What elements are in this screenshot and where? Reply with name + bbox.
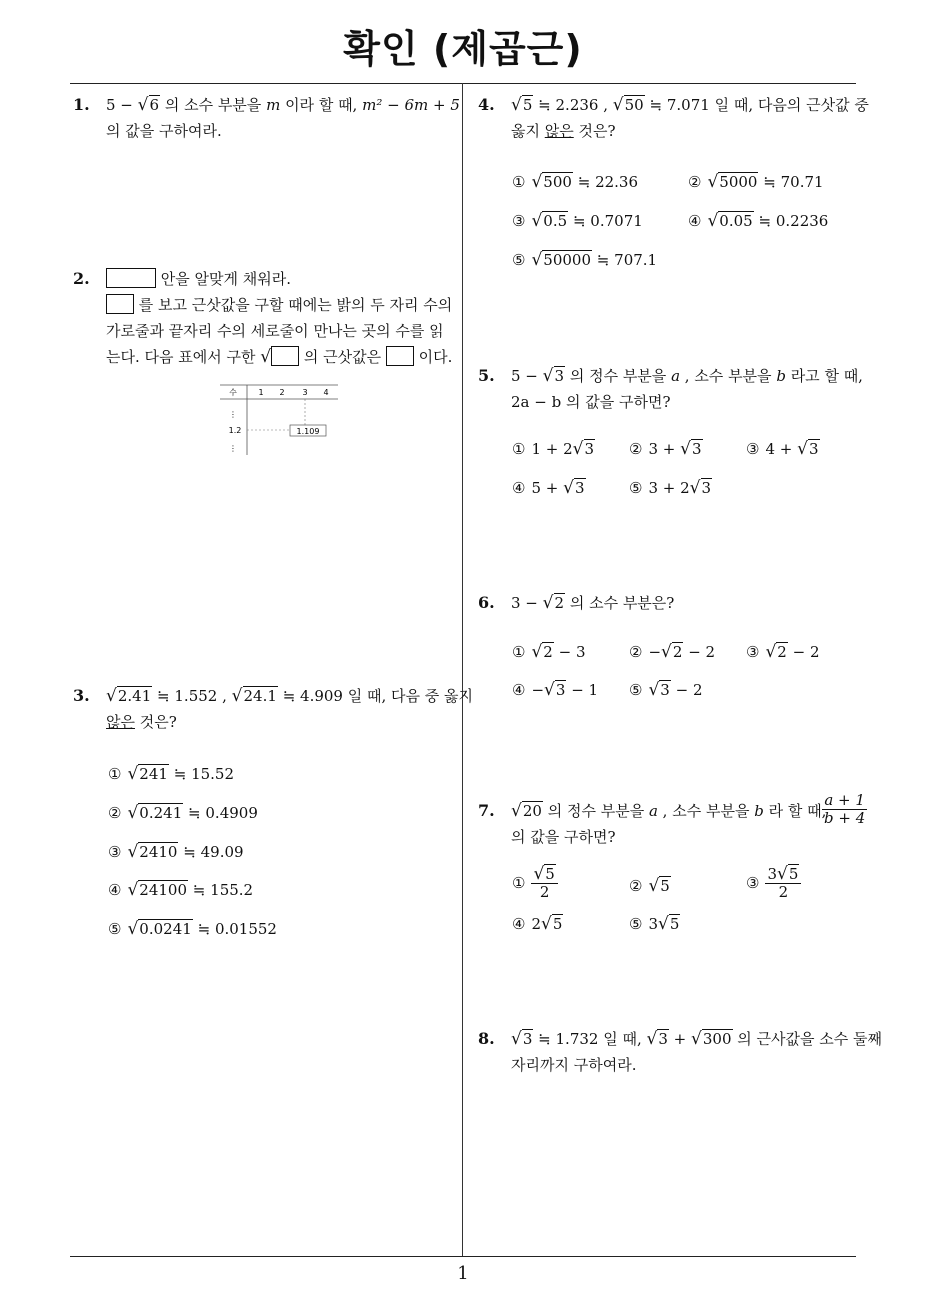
option-1[interactable]: ① √241 ≒ 15.52 <box>108 764 235 784</box>
question-7: 7. √20 의 정수 부분을 a , 소수 부분을 b 라 할 때, $\frac{a + 1}{b + 4}$ 의 값을 구하면? <box>478 791 866 846</box>
question-number: 7. <box>478 801 495 820</box>
option-2[interactable]: ② √0.241 ≒ 0.4909 <box>108 803 258 823</box>
option-5[interactable]: ⑤ 3√5 <box>629 914 680 934</box>
question-3: 3. √2.41 ≒ 1.552 , √24.1 ≒ 4.909 일 때, 다음 중 옳지 않은 것은? <box>73 683 458 735</box>
question-4: 4. √5 ≒ 2.236 , √50 ≒ 7.071 일 때, 다음의 근삿값 중 옳지 않은 것은? <box>478 92 863 144</box>
question-number: 3. <box>73 686 90 705</box>
table-col: 3 <box>302 388 308 397</box>
option-5[interactable]: ⑤ √3 − 2 <box>629 680 703 700</box>
option-3[interactable]: ③ √2 − 2 <box>746 642 820 662</box>
answer-box <box>106 268 156 288</box>
question-8: 8. √3 ≒ 1.732 일 때, √3 + √300 의 근사값을 소수 둘째 자리까지 구하여라. <box>478 1026 863 1078</box>
answer-box <box>106 294 134 314</box>
fraction: $\frac{a + 1}{b + 4}$ <box>824 791 866 827</box>
question-text-line: 의 값을 구하여라. <box>106 122 222 140</box>
answer-box <box>386 346 414 366</box>
question-number: 1. <box>73 95 90 114</box>
table-col: 4 <box>323 388 329 397</box>
table-cell: 1.109 <box>296 427 320 436</box>
bottom-rule <box>70 1256 856 1257</box>
question-number: 4. <box>478 95 495 114</box>
table-col: 2 <box>279 388 285 397</box>
question-number: 5. <box>478 366 495 385</box>
option-2[interactable]: ② −√2 − 2 <box>629 642 716 662</box>
option-5[interactable]: ⑤ 3 + 2√3 <box>629 478 712 498</box>
table-row-label: 1.2 <box>228 426 242 435</box>
option-1[interactable]: ① $\frac{√5}{2}$ <box>512 866 558 901</box>
option-2[interactable]: ② √5000 ≒ 70.71 <box>688 172 824 192</box>
option-4[interactable]: ④ 5 + √3 <box>512 478 585 498</box>
page-title: 확인 (제곱근) <box>343 27 583 71</box>
question-number: 6. <box>478 593 495 612</box>
column-divider <box>462 83 463 1256</box>
option-5[interactable]: ⑤ √50000 ≒ 707.1 <box>512 250 658 270</box>
question-number: 8. <box>478 1029 495 1048</box>
table-dots: ⋮ <box>229 444 237 453</box>
question-1 <box>73 92 458 144</box>
option-4[interactable]: ④ √24100 ≒ 155.2 <box>108 880 254 900</box>
option-1[interactable]: ① √2 − 3 <box>512 642 586 662</box>
option-4[interactable]: ④ 2√5 <box>512 914 563 934</box>
table-dots: ⋮ <box>229 410 237 419</box>
table-col: 1 <box>258 388 264 397</box>
option-3[interactable]: ③ √2410 ≒ 49.09 <box>108 842 244 862</box>
option-1[interactable]: ① √500 ≒ 22.36 <box>512 172 639 192</box>
option-3[interactable]: ③ $\frac{3√5}{2}$ <box>746 866 801 901</box>
answer-box <box>271 346 299 366</box>
option-4[interactable]: ④ −√3 − 1 <box>512 680 599 700</box>
sqrt: √6 <box>137 95 160 115</box>
question-text: 5 − √6 의 소수 부분을 m 이라 할 때, m² − 6m + 5 <box>106 95 460 115</box>
question-number: 2. <box>73 269 90 288</box>
option-2[interactable]: ② √5 <box>629 876 670 896</box>
option-3[interactable]: ③ √0.5 ≒ 0.7071 <box>512 211 643 231</box>
table-corner: 수 <box>229 388 237 397</box>
square-root-table <box>220 383 340 455</box>
option-4[interactable]: ④ √0.05 ≒ 0.2236 <box>688 211 829 231</box>
option-1[interactable]: ① 1 + 2√3 <box>512 439 595 459</box>
option-5[interactable]: ⑤ √0.0241 ≒ 0.01552 <box>108 919 277 939</box>
page-number: 1 <box>457 1263 469 1284</box>
option-2[interactable]: ② 3 + √3 <box>629 439 702 459</box>
question-2: 2. 안을 알맞게 채워라. 를 보고 근삿값을 구할 때에는 밝의 두 자리 수의 가로줄과 끝자리 수의 세로줄이 만나는 곳의 수를 읽 는다. 다음 표에서 구한 √ 의 근삿값은 이다. <box>73 266 458 370</box>
top-rule <box>70 83 856 84</box>
option-3[interactable]: ③ 4 + √3 <box>746 439 819 459</box>
sqrt: √ <box>260 348 299 366</box>
question-6: 6. 3 − √2 의 소수 부분은? <box>478 590 863 616</box>
question-5: 5. 5 − √3 의 정수 부분을 a , 소수 부분을 b 라고 할 때, 2a − b 의 값을 구하면? <box>478 363 863 415</box>
